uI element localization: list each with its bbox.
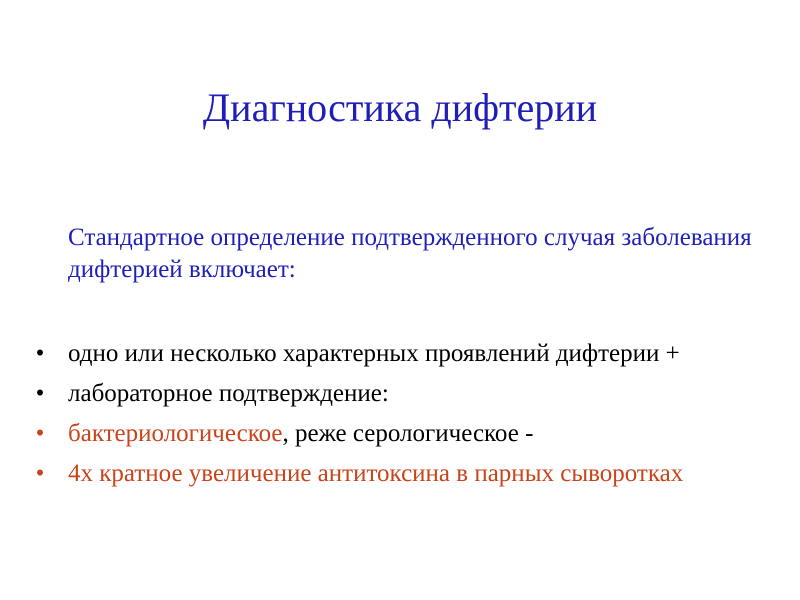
- bullet-text: , реже серологическое -: [282, 420, 534, 447]
- bullet-marker: •: [35, 380, 45, 407]
- bullet-text-highlight: бактериологическое: [68, 420, 283, 447]
- bullet-item: [0, 418, 708, 449]
- bullet-marker: •: [35, 340, 45, 367]
- bullet-list: [0, 338, 800, 498]
- slide-title: Диагностика дифтерии: [202, 85, 598, 130]
- bullet-marker: •: [35, 420, 45, 447]
- bullet-item: [0, 458, 708, 489]
- bullet-text: лабораторное подтверждение:: [68, 380, 389, 407]
- bullet-marker: •: [35, 460, 45, 487]
- intro-paragraph: Стандартное определение подтвержденного случая заболевания дифтерией включает:: [68, 224, 752, 283]
- bullet-text: одно или несколько характерных проявлений дифтерии +: [68, 340, 680, 367]
- bullet-item: [0, 338, 708, 369]
- bullet-item: [0, 378, 708, 409]
- bullet-text-highlight: 4х кратное увеличение антитоксина в парных сыворотках: [68, 460, 684, 487]
